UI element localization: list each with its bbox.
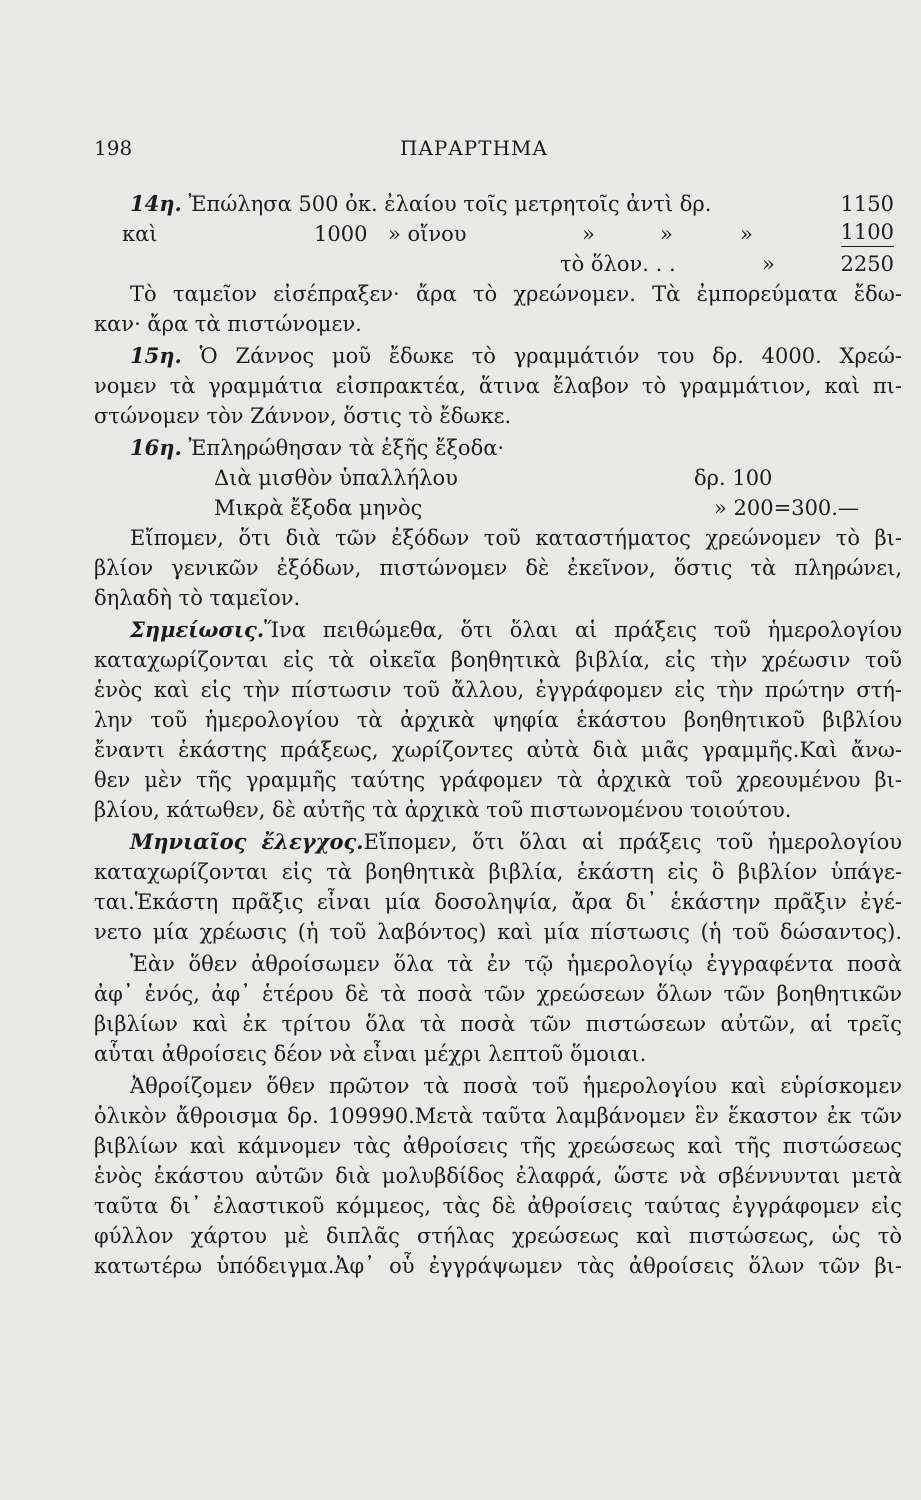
page-header: [94, 136, 894, 176]
entry16-after1: Εἴπομεν, ὅτι διὰ τῶν ἐξόδων τοῦ καταστήματος χρεώνομεν τὸ βι-: [130, 526, 902, 550]
entry-14-line-2: καὶ 1000 » οἴνου » » » 1100: [122, 220, 894, 246]
entry-14-subtotal: 1100: [841, 220, 894, 247]
note-line-1: Σημείωσις.Ἵνα πειθώμεθα, ὅτι ὅλαι αἱ πράξεις τοῦ ἡμερολογίου: [130, 617, 902, 642]
monthly-line-1: Μηνιαῖος ἔλεγχος.Εἴπομεν, ὅτι ὅλαι αἱ πράξεις τοῦ ἡμερολογίου: [130, 829, 902, 854]
entry15-line3: στώνομεν τὸν Ζάννον, ὅστις τὸ ἔδωκε.: [94, 404, 512, 428]
entry14-after2: καν· ἄρα τὰ πιστώνομεν.: [94, 312, 362, 336]
running-title: ΠΑΡΑΡΤΗΜΑ: [400, 136, 548, 160]
para1-line2: ἀφ᾽ ἑνός, ἀφ᾽ ἑτέρου δὲ τὰ ποσὰ τῶν χρεώσεων ὅλων τῶν βοηθητικῶν: [94, 982, 902, 1006]
entry16-after2: βλίον γενικῶν ἐξόδων, πιστώνομεν δὲ ἐκεῖνον, ὅστις τὰ πληρώνει,: [94, 556, 902, 580]
para2-line2: ὁλικὸν ἄθροισμα δρ. 109990.Μετὰ ταῦτα λαμβάνομεν ἓν ἕκαστον ἐκ τῶν: [94, 1104, 902, 1128]
note-line4: λην τοῦ ἡμερολογίου τὰ ἀρχικὰ ψηφία ἑκάστου βοηθητικοῦ βιβλίου: [94, 708, 902, 732]
para2-line1: Ἀθροίζομεν ὅθεν πρῶτον τὰ ποσὰ τοῦ ἡμερολογίου καὶ εὑρίσκομεν: [130, 1074, 902, 1098]
entry-14-total: 2250: [840, 252, 894, 276]
para2-line5: ταῦτα δι᾽ ἐλαστικοῦ κόμμεος, τὰς δὲ ἀθροίσεις ταύτας ἐγγράφομεν εἰς: [94, 1194, 902, 1218]
note-line7: βλίου, κάτωθεν, δὲ αὐτῆς τὰ ἀρχικὰ τοῦ πιστωνομένου τοιούτου.: [94, 798, 792, 822]
entry16-after3: δηλαδὴ τὸ ταμεῖον.: [94, 586, 301, 610]
para2-line4: ἑνὸς ἑκάστου αὐτῶν διὰ μολυβδίδος ἐλαφρά, ὥστε νὰ σβέννυνται μετὰ: [94, 1164, 902, 1188]
entry-14-line-3: τὸ ὅλον. . . » 2250: [560, 252, 894, 276]
note-line6: θεν μὲν τῆς γραμμῆς ταύτης γράφομεν τὰ ἀρχικὰ τοῦ χρεουμένου βι-: [94, 768, 902, 792]
monthly-line2: καταχωρίζονται εἰς τὰ βοηθητικὰ βιβλία, ἑκάστη εἰς ὃ βιβλίον ὑπάγε-: [94, 860, 902, 884]
para2-line7: κατωτέρω ὑπόδειγμα.Ἀφ᾽ οὗ ἐγγράψωμεν τὰς ἀθροίσεις ὅλων τῶν βι-: [94, 1254, 902, 1278]
para1-line4: αὗται ἀθροίσεις δέον νὰ εἶναι μέχρι λεπτοῦ ὅμοιαι.: [94, 1042, 647, 1066]
para2-line6: φύλλον χάρτου μὲ διπλᾶς στήλας χρεώσεως καὶ πιστώσεως, ὡς τὸ: [94, 1224, 902, 1248]
entry-16-item-2: Μικρὰ ἔξοδα μηνὸς » 200=300.—: [214, 496, 859, 520]
note-line3: ἑνὸς καὶ εἰς τὴν πίστωσιν τοῦ ἄλλου, ἐγγράφομεν εἰς τὴν πρώτην στή-: [94, 678, 902, 702]
para1-line1: Ἐὰν ὅθεν ἀθροίσωμεν ὅλα τὰ ἐν τῷ ἡμερολογίῳ ἐγγραφέντα ποσὰ: [130, 952, 902, 976]
entry15-line2: νομεν τὰ γραμμάτια εἰσπρακτέα, ἅτινα ἔλαβον τὸ γραμμάτιον, καὶ πι-: [94, 374, 902, 398]
entry-14-line-1: 14η. Ἐπώλησα 500 ὀκ. ἐλαίου τοῖς μετρητοῖς ἀντὶ δρ. 1150: [130, 191, 894, 216]
entry-16-line-1: 16η. Ἐπληρώθησαν τὰ ἑξῆς ἔξοδα·: [130, 435, 505, 460]
entry-16-item-1: Διὰ μισθὸν ὑπαλλήλου δρ. 100: [214, 466, 773, 490]
entry-15-line-1: 15η. Ὁ Ζάννος μοῦ ἔδωκε τὸ γραμμάτιόν του δρ. 4000. Χρεώ-: [130, 343, 902, 368]
note-label: Σημείωσις.: [130, 617, 265, 642]
para1-line3: βιβλίων καὶ ἐκ τρίτου ὅλα τὰ ποσὰ τῶν πιστώσεων αὐτῶν, αἱ τρεῖς: [94, 1012, 902, 1036]
page-number: 198: [94, 136, 133, 160]
entry14-after1: Τὸ ταμεῖον εἰσέπραξεν· ἄρα τὸ χρεώνομεν. Τὰ ἐμπορεύματα ἔδω-: [130, 282, 902, 306]
note-line2: καταχωρίζονται εἰς τὰ οἰκεῖα βοηθητικὰ βιβλία, εἰς τὴν χρέωσιν τοῦ: [94, 648, 902, 672]
monthly-label: Μηνιαῖος ἔλεγχος.: [130, 829, 364, 854]
monthly-line4: νετο μία χρέωσις (ἡ τοῦ λαβόντος) καὶ μία πίστωσις (ἡ τοῦ δώσαντος).: [94, 920, 902, 944]
note-line5: ἔναντι ἑκάστης πράξεως, χωρίζοντες αὐτὰ διὰ μιᾶς γραμμῆς.Καὶ ἄνω-: [94, 738, 902, 762]
para2-line3: βιβλίων καὶ κάμνομεν τὰς ἀθροίσεις τῆς χρεώσεως καὶ τῆς πιστώσεως: [94, 1134, 902, 1158]
monthly-line3: ται.Ἑκάστη πρᾶξις εἶναι μία δοσοληψία, ἄρα δι᾽ ἑκάστην πρᾶξιν ἐγέ-: [94, 890, 902, 914]
